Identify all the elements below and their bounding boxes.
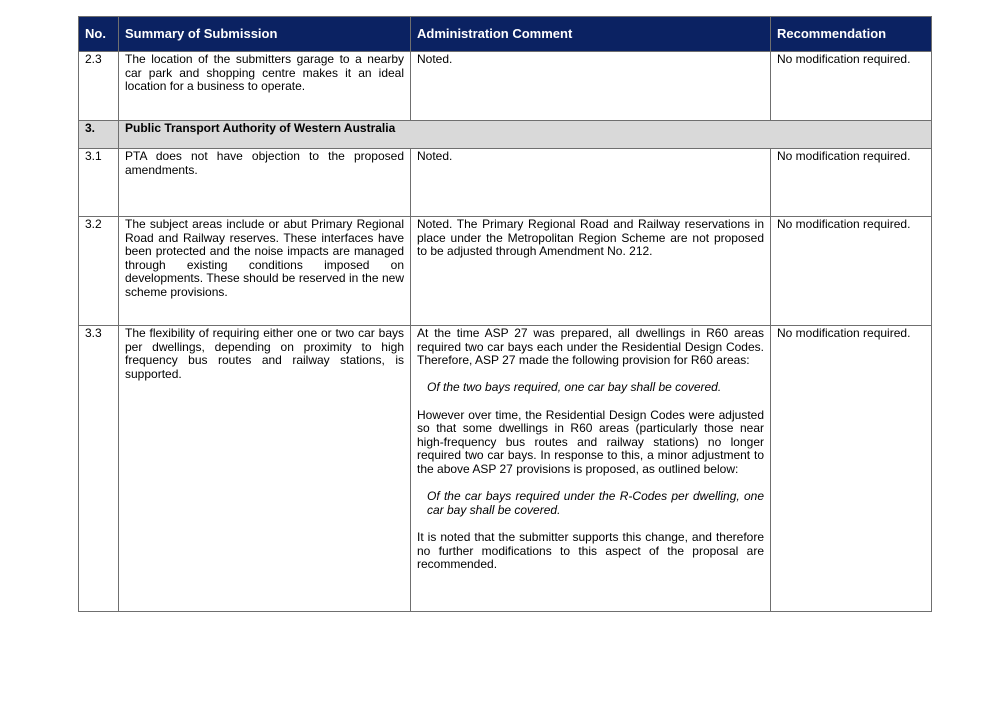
section-row	[79, 121, 932, 149]
comment-paragraph: It is noted that the submitter supports this change, and therefore no further modifications to this aspect of the proposal are recommended.	[417, 529, 764, 572]
header-summary: Summary of Submission	[119, 17, 411, 52]
comment-quote: Of the car bays required under the R-Codes per dwelling, one car bay shall be covered.	[427, 489, 764, 517]
header-recommendation: Recommendation	[771, 17, 932, 52]
table-row	[79, 149, 932, 217]
header-no: No.	[79, 17, 119, 52]
row-comment: Noted. The Primary Regional Road and Railway reservations in place under the Metropolitan Region Scheme are not proposed to be adjusted through Amendment No. 212.	[411, 217, 771, 326]
section-number: 3.	[79, 121, 119, 149]
comment-paragraph: However over time, the Residential Design Codes were adjusted so that some dwellings in R60 areas (particularly those near high-frequency bus routes and railway stations) no longer required two car bays. In response to this, a minor adjustment to the above ASP 27 provisions is proposed, as outlined below:	[417, 407, 764, 476]
table-row	[79, 52, 932, 121]
row-comment: Noted.	[411, 149, 771, 217]
row-summary: The flexibility of requiring either one or two car bays per dwellings, depending on proximity to high frequency bus routes and railway stations, is supported.	[119, 326, 411, 612]
row-comment: Noted.	[411, 52, 771, 121]
comment-quote: Of the two bays required, one car bay shall be covered.	[427, 380, 722, 395]
row-comment	[411, 326, 771, 612]
header-comment: Administration Comment	[411, 17, 771, 52]
row-summary: PTA does not have objection to the proposed amendments.	[119, 149, 411, 217]
section-title: Public Transport Authority of Western Australia	[119, 121, 932, 149]
submissions-table	[78, 16, 932, 612]
row-recommendation: No modification required.	[771, 149, 932, 217]
comment-paragraph: At the time ASP 27 was prepared, all dwellings in R60 areas required two car bays each under the Residential Design Codes. Therefore, ASP 27 made the following provision for R60 areas:	[417, 326, 764, 368]
table-row	[79, 217, 932, 326]
row-recommendation: No modification required.	[771, 326, 932, 612]
row-number: 3.2	[79, 217, 119, 326]
row-summary: The subject areas include or abut Primary Regional Road and Railway reserves. These interfaces have been protected and the noise impacts are managed through existing conditions imposed on developments. These should be reserved in the new scheme provisions.	[119, 217, 411, 326]
row-recommendation: No modification required.	[771, 217, 932, 326]
row-recommendation: No modification required.	[771, 52, 932, 121]
row-number: 3.3	[79, 326, 119, 612]
row-number: 3.1	[79, 149, 119, 217]
row-summary: The location of the submitters garage to a nearby car park and shopping centre makes it an ideal location for a business to operate.	[119, 52, 411, 121]
row-number: 2.3	[79, 52, 119, 121]
table-row	[79, 326, 932, 612]
table-header-row	[79, 17, 932, 52]
